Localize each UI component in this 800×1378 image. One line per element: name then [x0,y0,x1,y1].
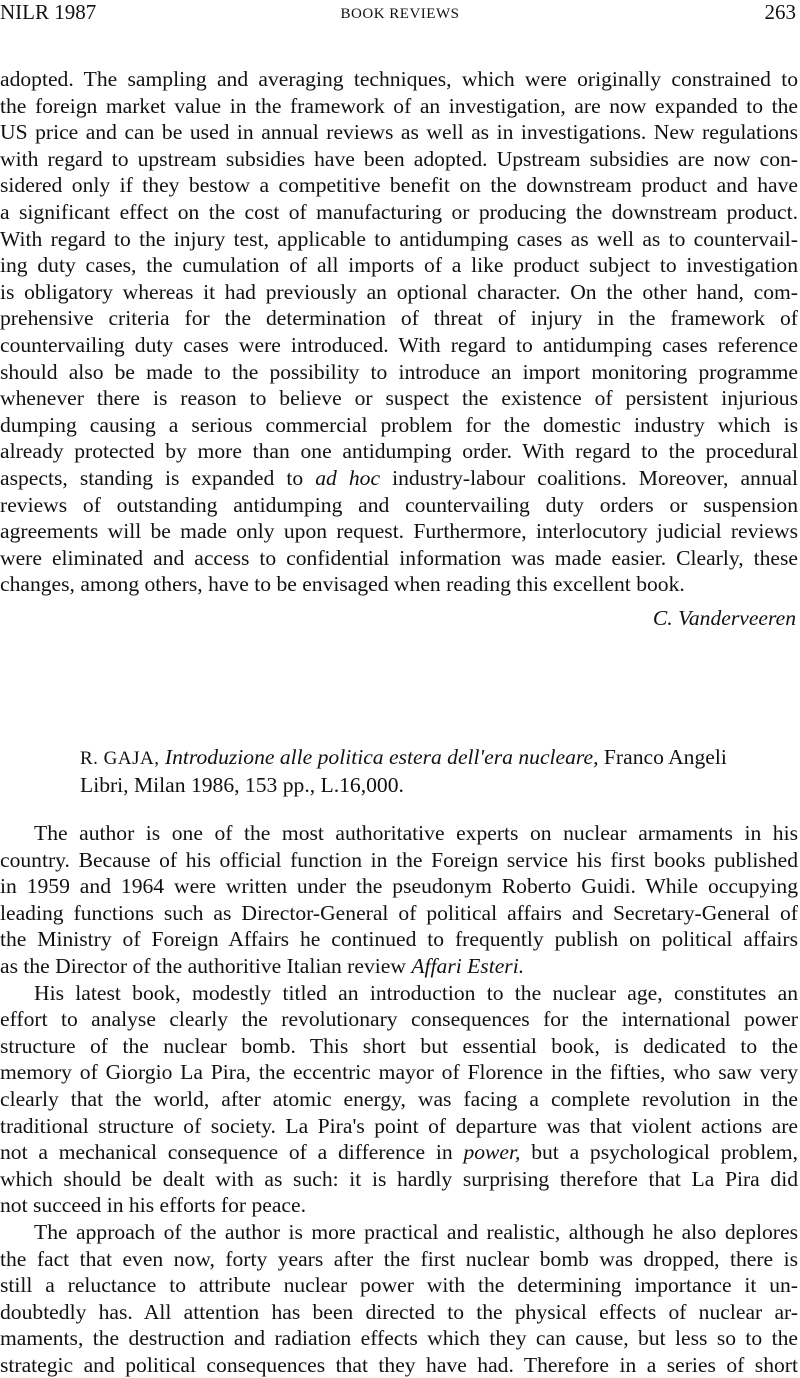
text-line: dumping causing a serious commercial problem for the domestic industry which is [0,412,798,437]
text-line: adopted. The sampling and averaging techniques, which were originally constrained to [0,67,798,91]
book-author: R. GAJA, [80,748,160,769]
book-publisher: Franco Angeli [603,745,727,769]
text-line: still a reluctance to attribute nuclear power with the determining importance it un- [0,1273,798,1298]
text-line: With regard to the injury test, applicable to antidumping cases as well as to countervail- [0,226,798,251]
text-line: were eliminated and access to confidential information was made easier. Clearly, these [0,545,798,570]
text-line: leading functions such as Director-General of political affairs and Secretary-General of [0,900,798,925]
text-line: which should be dealt with as such: it is hardly surprising therefore that La Pira did [0,1166,798,1191]
section-label: BOOK REVIEWS [340,6,460,22]
text-line: prehensive criteria for the determination of threat of injury in the framework of [0,306,798,331]
text-line: in 1959 and 1964 were written under the pseudonym Roberto Guidi. While occupying [0,874,798,899]
review-2-text [0,820,798,1378]
text-line: effort to analyse clearly the revolutionary consequences for the international power [0,1007,798,1032]
text-line: with regard to upstream subsidies have been adopted. Upstream subsidies are now con- [0,146,798,171]
text-line: The author is one of the most authoritative experts on nuclear armaments in his [34,821,798,845]
text-line: not succeed in his efforts for peace. [0,1193,306,1218]
review-1-text [0,66,798,598]
text-line: reviews of outstanding antidumping and countervailing duty orders or suspension [0,492,798,517]
text-line: should also be made to the possibility to introduce an import monitoring programme [0,359,798,384]
text-line: the foreign market value in the framework of an investigation, are now expanded to the [0,93,798,118]
text-line: a significant effect on the cost of manufacturing or producing the downstream product. [0,199,798,224]
text-line: structure of the nuclear bomb. This short but essential book, is dedicated to the [0,1033,798,1058]
text-line: countervailing duty cases were introduced. With regard to antidumping cases reference [0,332,798,357]
running-header [0,0,800,26]
text-line: as the Director of the authoritive Italian review Affari Esteri. [0,953,525,978]
text-line: changes, among others, have to be envisaged when reading this excellent book. [0,572,685,597]
text-line: aspects, standing is expanded to ad hoc industry-labour coalitions. Moreover, annual [0,465,799,490]
text-line: doubtedly has. All attention has been directed to the physical effects of nuclear ar- [0,1299,798,1324]
text-line: not a mechanical consequence of a difference in power, but a psychological problem, [0,1140,798,1165]
book-title: Introduzione alle politica estera dell'era nucleare, [164,745,599,769]
text-line: clearly that the world, after atomic energy, was facing a complete revolution in the [0,1086,798,1111]
reviewer-signature: C. Vanderveeren [652,606,796,630]
text-line: maments, the destruction and radiation effects which they can cause, but less so to the [0,1326,798,1351]
text-line: the Ministry of Foreign Affairs he continued to frequently publish on political affairs [0,927,798,952]
text-line: agreements will be made only upon request. Furthermore, interlocutory judicial reviews [0,519,798,544]
text-line: The approach of the author is more practical and realistic, although he also deplores [34,1219,798,1244]
text-line: is obligatory whereas it had previously an optional character. On the other hand, com- [0,279,798,304]
text-line: US price and can be used in annual reviews as well as in investigations. New regulations [0,120,798,145]
text-line: country. Because of his official function in the Foreign service his first books published [0,847,798,872]
book-citation [80,744,798,799]
page-number: 263 [764,0,796,24]
text-line: memory of Giorgio La Pira, the eccentric mayor of Florence in the fifties, who saw very [0,1060,798,1085]
text-line: already protected by more than one antidumping order. With regard to the procedural [0,439,798,464]
text-line: ing duty cases, the cumulation of all imports of a like product subject to investigation [0,253,798,278]
text-line: His latest book, modestly titled an introduction to the nuclear age, constitutes an [34,980,798,1005]
text-line: strategic and political consequences that they have had. Therefore in a series of short [0,1352,798,1377]
text-line: sidered only if they bestow a competitive benefit on the downstream product and have [0,173,798,198]
text-line: whenever there is reason to believe or suspect the existence of persistent injurious [0,386,798,411]
text-line: the fact that even now, forty years after the first nuclear bomb was dropped, there is [0,1246,798,1271]
book-publication-details: Libri, Milan 1986, 153 pp., L.16,000. [80,773,404,797]
journal-label: NILR 1987 [0,0,97,24]
text-line: traditional structure of society. La Pira's point of departure was that violent actions are [0,1113,798,1138]
